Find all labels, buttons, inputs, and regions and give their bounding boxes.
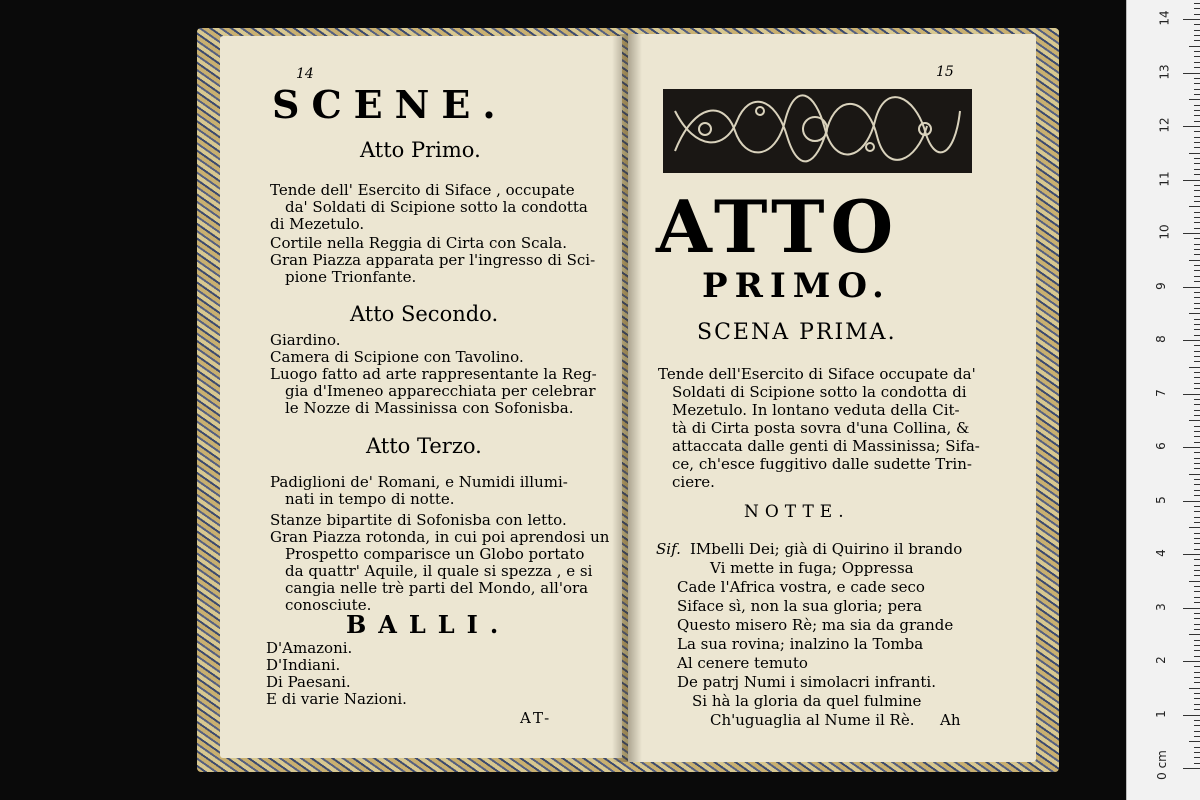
ruler-tick xyxy=(1194,383,1200,384)
verse-line: Si hà la gloria da quel fulmine xyxy=(692,692,922,710)
woodcut-ornament xyxy=(663,89,972,173)
ruler-number: 12 xyxy=(1157,117,1172,133)
atto-terzo-line: da quattr' Aquile, il quale si spezza , e si xyxy=(285,562,593,580)
ruler-tick xyxy=(1183,394,1200,395)
atto-title: ATTO xyxy=(656,184,900,269)
verse-line: De patrj Numi i simolacri infranti. xyxy=(677,673,936,691)
ruler-tick xyxy=(1194,757,1200,758)
ruler-tick xyxy=(1189,46,1200,47)
ruler-tick xyxy=(1194,185,1200,186)
balli-heading: BALLI. xyxy=(346,610,511,639)
ruler-tick xyxy=(1194,83,1200,84)
scene-description-line: ce, ch'esce fuggitivo dalle sudette Trin- xyxy=(672,455,972,473)
ruler-tick xyxy=(1183,447,1200,448)
ruler-tick xyxy=(1194,565,1200,566)
ruler-tick xyxy=(1194,731,1200,732)
notte-heading: NOTTE. xyxy=(744,502,850,522)
balli-item: Di Paesani. xyxy=(266,673,351,691)
ruler-tick xyxy=(1194,110,1200,111)
ruler-tick xyxy=(1194,142,1200,143)
ruler-tick xyxy=(1194,458,1200,459)
ruler-number: 7 xyxy=(1153,388,1168,397)
ruler-tick xyxy=(1194,212,1200,213)
ruler-tick xyxy=(1194,597,1200,598)
ruler-tick xyxy=(1194,345,1200,346)
ruler-tick xyxy=(1189,634,1200,635)
atto-terzo-line: Stanze bipartite di Sofonisba con letto. xyxy=(270,511,567,529)
ruler-tick xyxy=(1194,115,1200,116)
ruler-tick xyxy=(1194,105,1200,106)
ruler-tick xyxy=(1194,404,1200,405)
verse-line: Cade l'Africa vostra, e cade seco xyxy=(677,578,925,596)
ruler-tick xyxy=(1194,559,1200,560)
measurement-ruler xyxy=(1126,0,1200,800)
ruler-tick xyxy=(1189,99,1200,100)
atto-secondo-line: Luogo fatto ad arte rappresentante la Reg- xyxy=(270,365,597,383)
ruler-tick xyxy=(1194,201,1200,202)
ruler-tick xyxy=(1194,217,1200,218)
ruler-tick xyxy=(1194,763,1200,764)
ruler-tick xyxy=(1194,495,1200,496)
ruler-tick xyxy=(1194,431,1200,432)
ruler-tick xyxy=(1189,741,1200,742)
atto-primo-heading: Atto Primo. xyxy=(360,138,481,162)
atto-terzo-line: Prospetto comparisce un Globo portato xyxy=(285,545,585,563)
atto-primo-line: Gran Piazza apparata per l'ingresso di Sci- xyxy=(270,251,596,269)
ruler-tick xyxy=(1183,768,1200,769)
ruler-tick xyxy=(1194,704,1200,705)
ruler-tick xyxy=(1194,709,1200,710)
ruler-tick xyxy=(1194,511,1200,512)
ruler-tick xyxy=(1194,522,1200,523)
verse-line: Siface sì, non la sua gloria; pera xyxy=(677,597,923,615)
ruler-tick xyxy=(1183,501,1200,502)
ruler-tick xyxy=(1194,40,1200,41)
ruler-tick xyxy=(1194,67,1200,68)
left-catchword: AT- xyxy=(520,709,553,727)
ruler-tick xyxy=(1194,169,1200,170)
ruler-tick xyxy=(1194,244,1200,245)
ruler-number: 1 xyxy=(1153,709,1168,718)
ruler-tick xyxy=(1194,62,1200,63)
ruler-tick xyxy=(1183,233,1200,234)
ruler-tick xyxy=(1194,131,1200,132)
ruler-tick xyxy=(1194,190,1200,191)
ruler-tick xyxy=(1194,666,1200,667)
ruler-tick xyxy=(1194,158,1200,159)
balli-item: E di varie Nazioni. xyxy=(266,690,407,708)
ruler-tick xyxy=(1194,506,1200,507)
atto-terzo-line: Padiglioni de' Romani, e Numidi illumi- xyxy=(270,473,568,491)
ruler-tick xyxy=(1194,329,1200,330)
ruler-tick xyxy=(1194,228,1200,229)
ruler-tick xyxy=(1194,640,1200,641)
scene-description-line: Mezetulo. In lontano veduta della Cit- xyxy=(672,401,960,419)
balli-item: D'Amazoni. xyxy=(266,639,353,657)
ruler-tick xyxy=(1194,629,1200,630)
ruler-tick xyxy=(1194,698,1200,699)
verse-line: IMbelli Dei; già di Quirino il brando xyxy=(690,540,963,558)
ruler-tick xyxy=(1194,292,1200,293)
ruler-tick xyxy=(1194,238,1200,239)
ruler-tick xyxy=(1189,688,1200,689)
ruler-tick xyxy=(1194,479,1200,480)
ruler-tick xyxy=(1194,372,1200,373)
ruler-tick xyxy=(1194,543,1200,544)
ruler-tick xyxy=(1194,682,1200,683)
atto-secondo-heading: Atto Secondo. xyxy=(350,302,499,326)
ruler-tick xyxy=(1183,554,1200,555)
ruler-tick xyxy=(1194,30,1200,31)
primo-title: PRIMO. xyxy=(702,266,891,306)
verse-line: La sua rovina; inalzino la Tomba xyxy=(677,635,924,653)
atto-primo-line: di Mezetulo. xyxy=(270,215,365,233)
ruler-number: 3 xyxy=(1153,602,1168,611)
scene-title: SCENE. xyxy=(272,82,508,127)
ruler-tick xyxy=(1183,19,1200,20)
atto-primo-line: da' Soldati di Scipione sotto la condotta xyxy=(285,198,588,216)
ruler-tick xyxy=(1194,308,1200,309)
ruler-tick xyxy=(1194,297,1200,298)
ruler-tick xyxy=(1194,415,1200,416)
ruler-tick xyxy=(1194,747,1200,748)
scene-description-line: ciere. xyxy=(672,473,715,491)
ruler-tick xyxy=(1183,73,1200,74)
ruler-number: 4 xyxy=(1153,549,1168,557)
ruler-tick xyxy=(1194,613,1200,614)
atto-terzo-line: nati in tempo di notte. xyxy=(285,490,455,508)
ruler-tick xyxy=(1194,356,1200,357)
ruler-tick xyxy=(1189,367,1200,368)
ruler-tick xyxy=(1194,645,1200,646)
ruler-tick xyxy=(1194,575,1200,576)
ruler-tick xyxy=(1189,313,1200,314)
ruler-tick xyxy=(1183,661,1200,662)
ruler-tick xyxy=(1194,78,1200,79)
ruler-number: 8 xyxy=(1153,335,1168,343)
ruler-number: 11 xyxy=(1157,170,1172,187)
ruler-tick xyxy=(1194,94,1200,95)
ruler-tick xyxy=(1194,324,1200,325)
scene-description-line: attaccata dalle genti di Massinissa; Sifa- xyxy=(672,437,980,455)
ruler-tick xyxy=(1194,426,1200,427)
atto-primo-line: Tende dell' Esercito di Siface , occupate xyxy=(270,181,575,199)
ruler-tick xyxy=(1194,335,1200,336)
ruler-tick xyxy=(1194,736,1200,737)
ruler-tick xyxy=(1194,436,1200,437)
ruler-tick xyxy=(1194,89,1200,90)
scena-title: SCENA PRIMA. xyxy=(697,320,897,345)
ruler-tick xyxy=(1194,650,1200,651)
ruler-tick xyxy=(1194,196,1200,197)
ruler-tick xyxy=(1194,270,1200,271)
ruler-tick xyxy=(1194,677,1200,678)
atto-primo-line: Cortile nella Reggia di Cirta con Scala. xyxy=(270,234,568,252)
ruler-tick xyxy=(1194,254,1200,255)
ruler-tick xyxy=(1194,656,1200,657)
ruler-tick xyxy=(1194,281,1200,282)
book-gutter xyxy=(612,34,642,762)
ruler-tick xyxy=(1189,206,1200,207)
ruler-number: 5 xyxy=(1153,495,1168,504)
scene-description-line: tà di Cirta posta sovra d'una Collina, & xyxy=(672,419,970,437)
atto-secondo-line: Camera di Scipione con Tavolino. xyxy=(270,348,524,366)
ruler-tick xyxy=(1189,260,1200,261)
scene-description-line: Soldati di Scipione sotto la condotta di xyxy=(672,383,967,401)
ruler-tick xyxy=(1183,180,1200,181)
ruler-tick xyxy=(1194,752,1200,753)
ruler-tick xyxy=(1194,602,1200,603)
ruler-tick xyxy=(1194,351,1200,352)
ruler-tick xyxy=(1194,14,1200,15)
ruler-tick xyxy=(1189,527,1200,528)
ruler-number: 13 xyxy=(1157,63,1172,80)
ruler-tick xyxy=(1194,533,1200,534)
atto-terzo-line: Gran Piazza rotonda, in cui poi aprendosi un xyxy=(270,528,610,546)
ruler-tick xyxy=(1194,319,1200,320)
ruler-tick xyxy=(1194,725,1200,726)
verse-line: Vi mette in fuga; Oppressa xyxy=(710,559,914,577)
ruler-tick xyxy=(1194,24,1200,25)
ornament-pattern-icon xyxy=(665,91,966,167)
ruler-tick xyxy=(1183,126,1200,127)
ruler-tick xyxy=(1194,586,1200,587)
ruler-tick xyxy=(1183,715,1200,716)
ruler-tick xyxy=(1194,720,1200,721)
ruler-tick xyxy=(1183,287,1200,288)
right-catchword: Ah xyxy=(940,711,961,729)
ruler-tick xyxy=(1194,468,1200,469)
ruler-tick xyxy=(1194,249,1200,250)
atto-secondo-line: Giardino. xyxy=(270,331,341,349)
ruler-number: 2 xyxy=(1153,656,1168,664)
ruler-tick xyxy=(1194,35,1200,36)
verse-line: Al cenere temuto xyxy=(677,654,808,672)
ruler-tick xyxy=(1194,399,1200,400)
scene-description-line: Tende dell'Esercito di Siface occupate da' xyxy=(658,365,976,383)
ruler-tick xyxy=(1194,693,1200,694)
ruler-tick xyxy=(1194,121,1200,122)
ruler-tick xyxy=(1194,137,1200,138)
ruler-tick xyxy=(1194,51,1200,52)
verse-line: Questo misero Rè; ma sia da grande xyxy=(677,616,954,634)
ruler-tick xyxy=(1194,463,1200,464)
right-page-number: 15 xyxy=(936,64,954,80)
speaker-label: Sif. xyxy=(656,540,681,558)
ruler-tick xyxy=(1194,8,1200,9)
ruler-tick xyxy=(1194,163,1200,164)
ruler-tick xyxy=(1194,442,1200,443)
atto-terzo-line: conosciute. xyxy=(285,596,372,614)
ruler-tick xyxy=(1194,490,1200,491)
ruler-tick xyxy=(1183,608,1200,609)
ruler-tick xyxy=(1194,361,1200,362)
verse-line: Ch'uguaglia al Nume il Rè. xyxy=(710,711,915,729)
ruler-tick xyxy=(1194,549,1200,550)
ruler-tick xyxy=(1194,570,1200,571)
atto-secondo-line: gia d'Imeneo apparecchiata per celebrar xyxy=(285,382,596,400)
ruler-tick xyxy=(1194,222,1200,223)
ruler-tick xyxy=(1194,517,1200,518)
ruler-tick xyxy=(1194,618,1200,619)
ruler-tick xyxy=(1194,147,1200,148)
atto-terzo-heading: Atto Terzo. xyxy=(366,434,482,458)
ruler-tick xyxy=(1194,174,1200,175)
ruler-number: 6 xyxy=(1153,442,1168,450)
ruler-tick xyxy=(1189,420,1200,421)
ruler-tick xyxy=(1194,377,1200,378)
ruler-tick xyxy=(1194,3,1200,4)
ruler-number: 14 xyxy=(1157,10,1172,26)
ruler-tick xyxy=(1189,474,1200,475)
atto-terzo-line: cangia nelle trè parti del Mondo, all'ora xyxy=(285,579,589,597)
ruler-tick xyxy=(1183,340,1200,341)
ruler-tick xyxy=(1194,276,1200,277)
ruler-tick xyxy=(1189,153,1200,154)
ruler-number: 9 xyxy=(1153,281,1168,290)
ruler-tick xyxy=(1194,388,1200,389)
atto-secondo-line: le Nozze di Massinissa con Sofonisba. xyxy=(285,399,574,417)
ruler-tick xyxy=(1194,303,1200,304)
ruler-tick xyxy=(1189,581,1200,582)
ruler-tick xyxy=(1194,484,1200,485)
ruler-tick xyxy=(1194,452,1200,453)
left-page-number: 14 xyxy=(296,66,314,82)
ruler-unit-label: 0 cm xyxy=(1154,750,1169,780)
balli-item: D'Indiani. xyxy=(266,656,341,674)
ruler-tick xyxy=(1194,538,1200,539)
ruler-tick xyxy=(1194,591,1200,592)
ruler-tick xyxy=(1194,265,1200,266)
atto-primo-line: pione Trionfante. xyxy=(285,268,417,286)
ruler-tick xyxy=(1194,672,1200,673)
ruler-tick xyxy=(1194,624,1200,625)
ruler-tick xyxy=(1194,410,1200,411)
ruler-tick xyxy=(1194,56,1200,57)
ruler-number: 10 xyxy=(1157,224,1172,240)
